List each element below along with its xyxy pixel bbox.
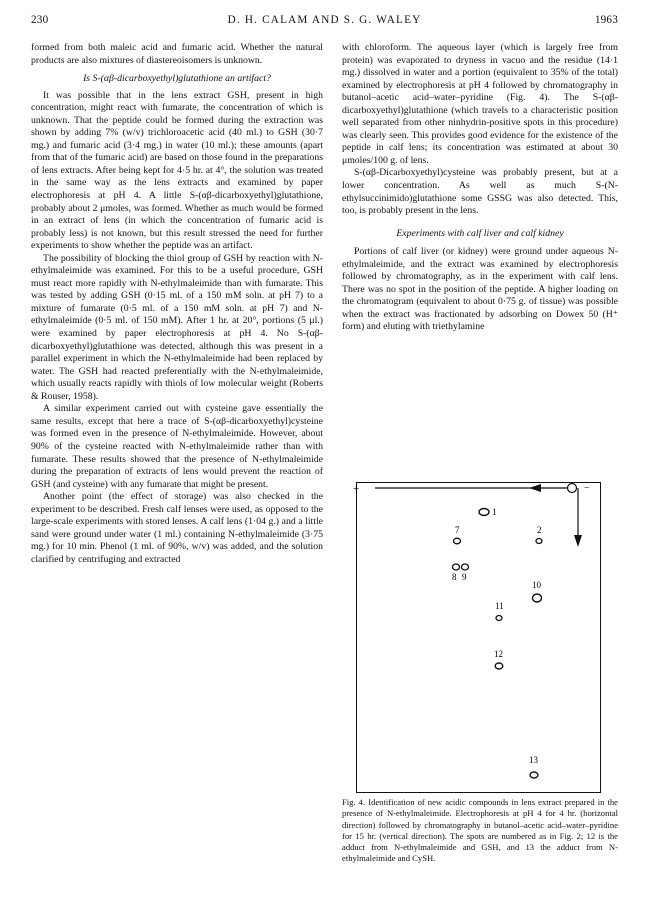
page-number: 230: [31, 14, 49, 26]
year: 1963: [594, 14, 618, 26]
spot-label-13: 13: [529, 755, 538, 765]
paragraph: with chloroform. The aqueous layer (which is largely free from protein) was evaporated to dryness in vacuo and the residue (14·1 mg.) dissolved in water and a portion (equivalent to 35% of the total) examined by electrophoresis at pH 4 followed by chromatography in butanol–acetic acid–water–pyridine (Fig. 4). The S-(αβ-dicarboxyethyl)glutathione (which travels to a characteristic position well separated from other ninhydrin-positive spots in this procedure) was clearly seen. This provides good evidence for the existence of the peptide in calf lens; its concentration was estimated at about 30 μmoles/100 g. of lens.: [342, 42, 618, 166]
paragraph: Portions of calf liver (or kidney) were ground under aqueous N-ethylmaleimide, and the extract was examined by electrophoresis followed by chromatography, as in the experiment with calf lens. There was no spot in the position of the peptide. A higher loading on the chromatogram (equivalent to about 0·75 g. of tissue) was possible when the extract was fractionated by adsorbing on Dowex 50 (H⁺ form) and eluting with triethylamine: [342, 246, 618, 333]
spot-1: [479, 509, 489, 516]
section-heading: Is S-(αβ-dicarboxyethyl)glutathione an artifact?: [83, 73, 271, 85]
spot-label-7: 7: [455, 525, 460, 535]
paragraph: Another point (the effect of storage) was also checked in the experiment to be described. Fresh calf lenses were used, as opposed to the large-scale experiments with stored lenses. A calf lens (1·04 g.) and a little sand were ground under water (1 ml.) containing N-ethylmaleimide (3·75 mg.) for 10 min. Phenol (1 ml. of 90%, w/v) was added, and the solution clarified by centrifuging and extracted: [31, 491, 323, 565]
spot-2: [536, 539, 542, 544]
figure-caption: Fig. 4. Identification of new acidic compounds in lens extract prepared in the presence of N-ethylmaleimide. Electrophoresis at pH 4 for 4 hr. (horizontal direction) followed by chromatography in butanol–acetic acid–water–pyridine for 15 hr. (vertical direction). The spots are numbered as in Fig. 2; 12 is the adduct from N-ethylmaleimide and GSH, and 13 the adduct from N-ethylmaleimide and CySH.: [342, 797, 618, 864]
left-column: [31, 42, 323, 566]
running-title: D. H. CALAM AND S. G. WALEY: [227, 14, 422, 26]
spot-label-12: 12: [494, 649, 503, 659]
spot-label-1: 1: [492, 507, 497, 517]
spot-8: [453, 564, 460, 570]
paragraph: It was possible that in the lens extract GSH, present in high concentration, might react with fumarate, the concentration of which is unknown. That the peptide could be formed during the extraction was shown by adding 7% (w/v) trichloroacetic acid (40 ml.) to GSH (30·7 mg.) and fumaric acid (3·4 mg.) in water (10 ml.); these amounts (apart from that of the fumaric acid) are based on those found in the preparations of lens extracts. After being kept for 4·5 hr. at 4°, the solution was treated in the same way as the lens extracts and examined by paper electrophoresis at pH 4. A little S-(αβ-dicarboxyethyl)glutathione, probably about 2 μmoles, was formed. Whether as much would be formed in an extract of lens (in which the concentration of fumaric acid is probably less) is not known, but this result stressed the need for further experiments to show whether the peptide was an artifact.: [31, 89, 323, 252]
spot-10: [533, 594, 542, 602]
chromatogram-diagram: [353, 483, 600, 792]
chromatography-arrowhead: [574, 535, 582, 547]
paragraph: A similar experiment carried out with cysteine gave essentially the same results, except that here a trace of S-(αβ-dicarboxyethyl)cysteine was formed even in the presence of N-ethylmaleimide. However, about 90% of the cysteine reacted with N-ethylmaleimide rather than with fumarate. These results showed that the presence of N-ethylmaleimide during the preparation of extracts of lens would prevent the reaction of GSH (and cysteine) with any fumarate that might be present.: [31, 403, 323, 490]
origin-spot: [568, 484, 577, 493]
paragraph: S-(αβ-Dicarboxyethyl)cysteine was probably present, but at a lower concentration. As well as much S-(N-ethylsuccinimido)glutathione some GSSG was also detected. This, too, is probably present in the lens.: [342, 167, 618, 217]
spot-11: [496, 616, 502, 621]
spot-label-2: 2: [537, 525, 542, 535]
spot-7: [454, 538, 461, 544]
spot-12: [495, 663, 503, 669]
plus-label: +: [353, 483, 360, 495]
spot-label-8: 8: [452, 572, 457, 582]
spot-13: [530, 772, 538, 778]
chromatogram-figure: [353, 482, 601, 793]
section-heading: Experiments with calf liver and calf kidney: [396, 227, 564, 239]
spot-label-11: 11: [495, 601, 504, 611]
electrophoresis-arrowhead: [529, 484, 541, 492]
right-column: [342, 42, 618, 334]
paragraph: The possibility of blocking the thiol group of GSH by reaction with N-ethylmaleimide was examined. For this to be a useful procedure, GSH must react more rapidly with N-ethylmaleimide than with fumarate. This was tested by adding GSH (0·15 ml. of a 150 mM soln. at pH 7) to a mixture of fumarate (0·5 ml. of a 150 mM soln. at pH 7) and N-ethylmaleimide (0·5 ml. of 150 mM). After 1 hr. at 20°, portions (5 μl.) were examined by paper electrophoresis at pH 4. No S-(αβ-dicarboxyethyl)glutathione was detected, although this was present in a parallel experiment in which the N-ethylmaleimide had been replaced by water. The GSH had reacted preferentially with the N-ethylmaleimide, which usually reacts rapidly with thiols of low molecular weight (Roberts & Rouser, 1958).: [31, 252, 323, 402]
minus-label: −: [584, 483, 590, 494]
spot-label-10: 10: [532, 580, 541, 590]
spot-label-9: 9: [462, 572, 467, 582]
running-header: [31, 14, 618, 30]
paragraph: formed from both maleic acid and fumaric acid. Whether the natural products are also mixtures of diastereoisomers is unknown.: [31, 42, 323, 66]
spot-9: [462, 564, 469, 570]
